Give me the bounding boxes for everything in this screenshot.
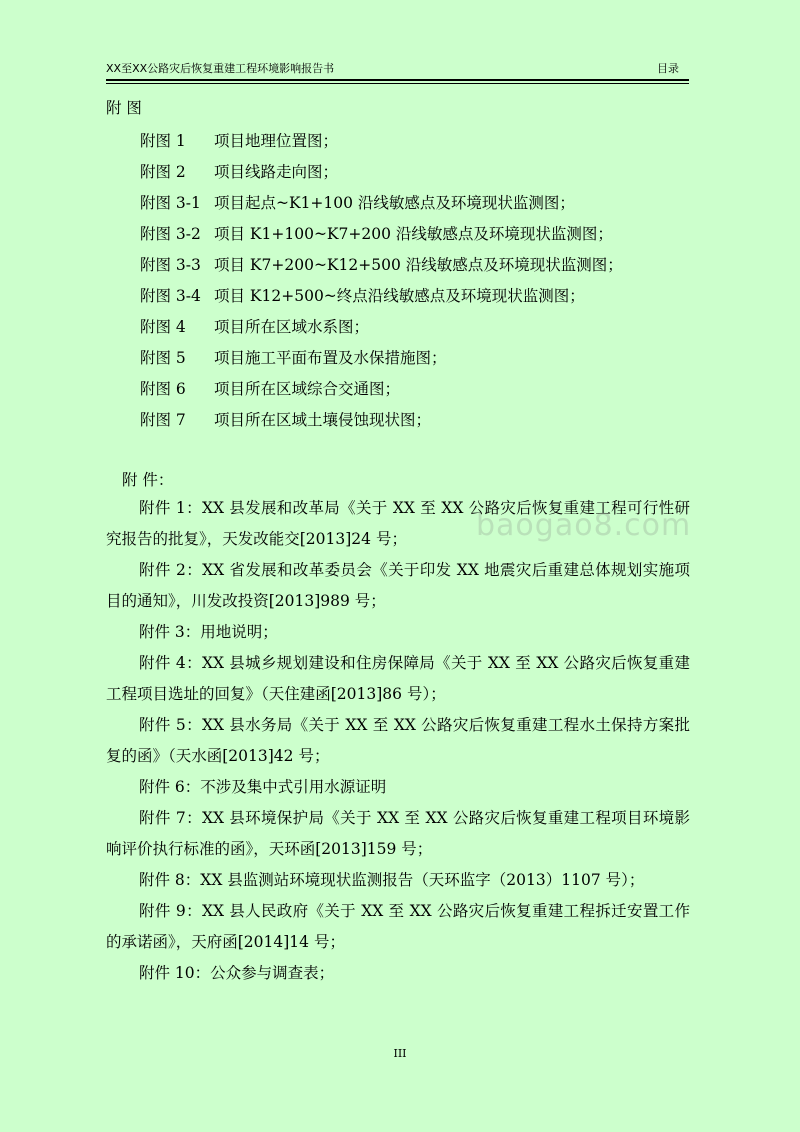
figure-label: 附图 3-1 xyxy=(140,194,201,212)
figure-text: 项目 K1+100~K7+200 沿线敏感点及环境现状监测图； xyxy=(214,225,613,243)
figure-item xyxy=(140,160,338,182)
attachment-item: 附件 4：XX 县城乡规划建设和住房保障局《关于 XX 至 XX 公路灾后恢复重建工程项目选址的回复》（天住建函[2013]86 号）； xyxy=(106,654,690,703)
figure-text: 项目线路走向图； xyxy=(214,163,339,181)
figure-label: 附图 3-4 xyxy=(140,287,201,305)
figure-item xyxy=(140,377,400,399)
figures-heading: 附 图 xyxy=(106,99,142,117)
figure-label: 附图 7 xyxy=(140,411,186,429)
figure-label: 附图 2 xyxy=(140,163,186,181)
header-title: XX至XX公路灾后恢复重建工程环境影响报告书 xyxy=(106,62,335,75)
watermark: baogao8.com xyxy=(476,508,692,543)
figure-item xyxy=(140,346,447,368)
figure-text: 项目 K7+200~K12+500 沿线敏感点及环境现状监测图； xyxy=(214,256,623,274)
figure-text: 项目所在区域土壤侵蚀现状图； xyxy=(214,411,432,429)
page-number: III xyxy=(393,1047,407,1060)
attachment-item: 附件 5：XX 县水务局《关于 XX 至 XX 公路灾后恢复重建工程水土保持方案批复的函》（天水函[2013]42 号； xyxy=(106,716,690,765)
figure-text: 项目施工平面布置及水保措施图； xyxy=(214,349,447,367)
figure-text: 项目所在区域水系图； xyxy=(214,318,370,336)
figure-item xyxy=(140,408,431,430)
attachment-item: 附件 8：XX 县监测站环境现状监测报告（天环监字（2013）1107 号）； xyxy=(139,871,645,889)
figure-text: 项目起点~K1+100 沿线敏感点及环境现状监测图； xyxy=(214,194,575,212)
figure-label: 附图 1 xyxy=(140,132,186,150)
attachment-item: 附件 10：公众参与调查表； xyxy=(139,964,335,982)
figure-item xyxy=(140,253,623,275)
attachment-item: 附件 1：XX 县发展和改革局《关于 XX 至 XX 公路灾后恢复重建工程可行性研究报告的批复》，天发改能交[2013]24 号； xyxy=(106,499,690,548)
page-header xyxy=(106,58,689,78)
figure-item xyxy=(140,315,369,337)
header-rule-thin xyxy=(106,83,689,84)
header-rule-thick xyxy=(106,79,689,81)
attachments-heading: 附 件： xyxy=(122,471,174,489)
figure-item xyxy=(140,284,585,306)
figure-text: 项目 K12+500~终点沿线敏感点及环境现状监测图； xyxy=(214,287,585,305)
figure-text: 项目所在区域综合交通图； xyxy=(214,380,401,398)
attachment-item: 附件 2：XX 省发展和改革委员会《关于印发 XX 地震灾后重建总体规划实施项目的通知》，川发改投资[2013]989 号； xyxy=(106,561,690,610)
figure-item xyxy=(140,191,575,213)
attachment-item: 附件 9：XX 县人民政府《关于 XX 至 XX 公路灾后恢复重建工程拆迁安置工作的承诺函》，天府函[2014]14 号； xyxy=(106,902,690,951)
figure-label: 附图 5 xyxy=(140,349,186,367)
attachment-item: 附件 7：XX 县环境保护局《关于 XX 至 XX 公路灾后恢复重建工程项目环境影响评价执行标准的函》，天环函[2013]159 号； xyxy=(106,809,690,858)
figure-item xyxy=(140,129,338,151)
figure-label: 附图 6 xyxy=(140,380,186,398)
figure-item xyxy=(140,222,613,244)
attachment-item: 附件 6：不涉及集中式引用水源证明 xyxy=(139,778,387,796)
figure-label: 附图 3-2 xyxy=(140,225,201,243)
figure-label: 附图 4 xyxy=(140,318,186,336)
figure-label: 附图 3-3 xyxy=(140,256,201,274)
figure-text: 项目地理位置图； xyxy=(214,132,339,150)
header-section: 目录 xyxy=(657,62,679,75)
attachment-item: 附件 3：用地说明； xyxy=(139,623,278,641)
